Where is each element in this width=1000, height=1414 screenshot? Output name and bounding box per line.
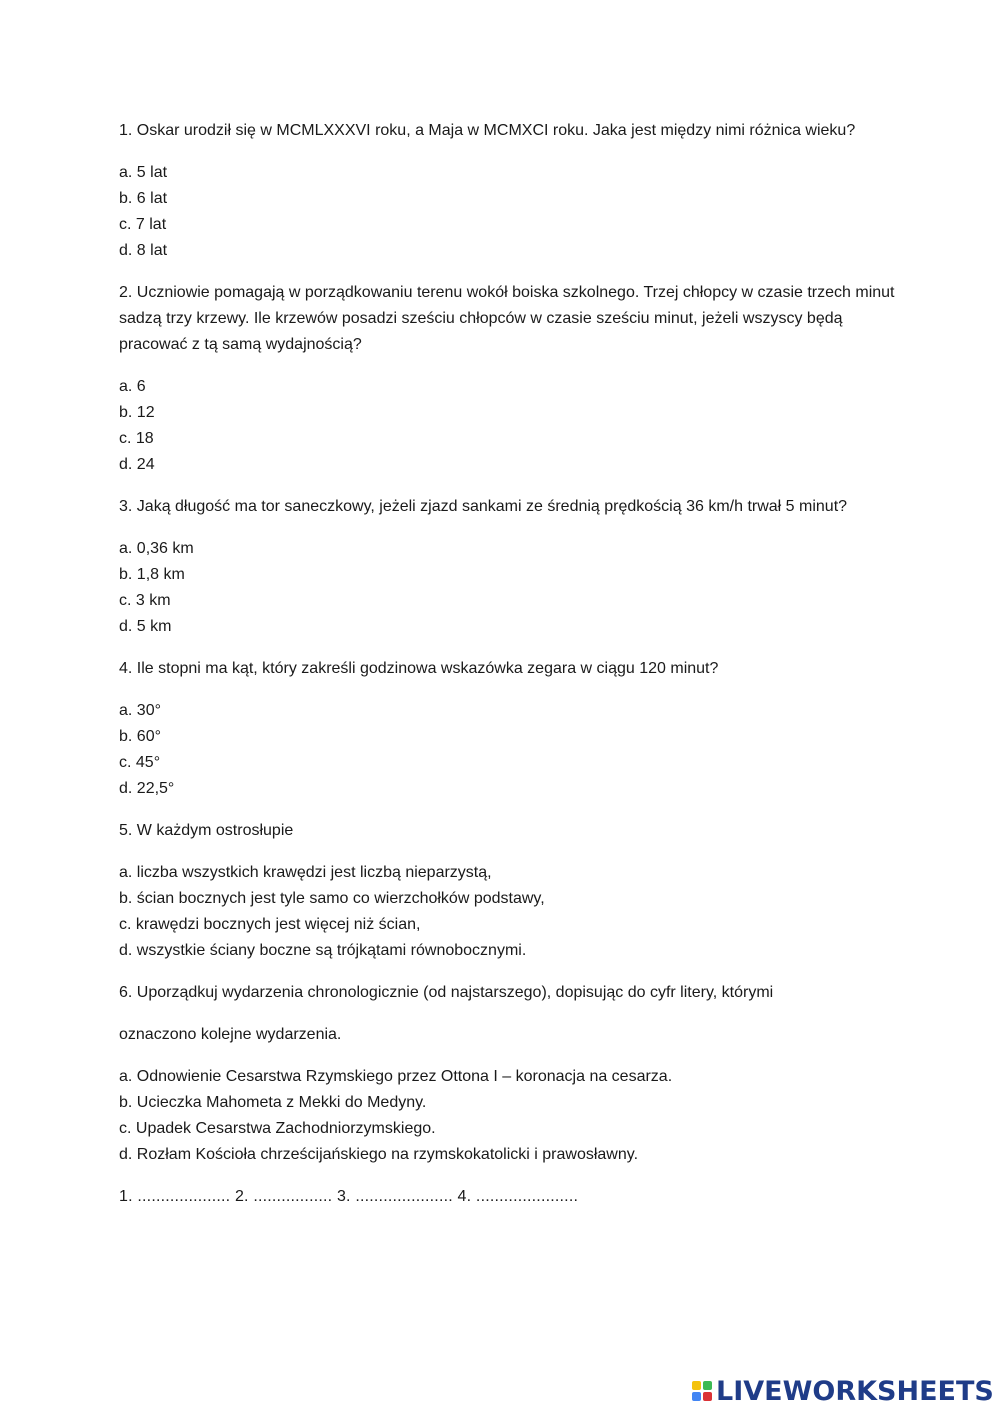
question-1-options [119,160,909,264]
question-2-options [119,374,909,478]
question-5: 5. W każdym ostrosłupie [119,822,294,839]
option-5a: a. liczba wszystkich krawędzi jest liczbą nieparzystą, [119,864,492,881]
question-6-options [119,1064,909,1168]
option-4b: b. 60° [119,728,161,745]
option-3a: a. 0,36 km [119,540,194,557]
option-6a: a. Odnowienie Cesarstwa Rzymskiego przez Ottona I – koronacja na cesarza. [119,1068,673,1085]
worksheet-content [119,118,909,1210]
liveworksheets-logo [692,1376,994,1406]
option-4c: c. 45° [119,754,161,771]
logo-square-blue [692,1392,701,1401]
option-4a: a. 30° [119,702,161,719]
logo-square-red [703,1392,712,1401]
option-5d: d. wszystkie ściany boczne są trójkątami równobocznymi. [119,942,527,959]
option-4d: d. 22,5° [119,780,175,797]
option-1b: b. 6 lat [119,190,168,207]
logo-square-yellow [692,1381,701,1390]
option-2c: c. 18 [119,430,154,447]
option-5b: b. ścian bocznych jest tyle samo co wierzchołków podstawy, [119,890,545,907]
option-3b: b. 1,8 km [119,566,185,583]
option-3c: c. 3 km [119,592,171,609]
question-5-options [119,860,909,964]
question-6-continued: oznaczono kolejne wydarzenia. [119,1026,342,1043]
question-3-options [119,536,909,640]
option-2b: b. 12 [119,404,155,421]
question-4-options [119,698,909,802]
option-1a: a. 5 lat [119,164,168,181]
question-6: 6. Uporządkuj wydarzenia chronologicznie (od najstarszego), dopisując do cyfr litery, którymi [119,984,774,1001]
question-3: 3. Jaką długość ma tor saneczkowy, jeżeli zjazd sankami ze średnią prędkością 36 km/h trwał 5 minut? [119,498,848,515]
option-1c: c. 7 lat [119,216,167,233]
question-2: 2. Uczniowie pomagają w porządkowaniu terenu wokół boiska szkolnego. Trzej chłopcy w czasie trzech minut sadzą trzy krzewy. Ile krzewów posadzi sześciu chłopców w czasie sześciu minut, jeżeli wszyscy będą pracować z tą samą wydajnością? [119,284,895,353]
option-2d: d. 24 [119,456,155,473]
logo-square-green [703,1381,712,1390]
logo-text: LIVEWORKSHEETS [716,1375,994,1407]
option-6d: d. Rozłam Kościoła chrześcijańskiego na rzymskokatolicki i prawosławny. [119,1146,639,1163]
option-3d: d. 5 km [119,618,172,635]
option-5c: c. krawędzi bocznych jest więcej niż ścian, [119,916,421,933]
question-1: 1. Oskar urodził się w MCMLXXXVI roku, a Maja w MCMXCI roku. Jaka jest między nimi różnica wieku? [119,122,856,139]
option-6c: c. Upadek Cesarstwa Zachodniorzymskiego. [119,1120,436,1137]
option-6b: b. Ucieczka Mahometa z Mekki do Medyny. [119,1094,427,1111]
question-4: 4. Ile stopni ma kąt, który zakreśli godzinowa wskazówka zegara w ciągu 120 minut? [119,660,719,677]
answer-blanks[interactable]: 1. .................... 2. ................. 3. ..................... 4. ...................... [119,1188,579,1205]
logo-mark-icon [692,1381,712,1401]
option-1d: d. 8 lat [119,242,168,259]
option-2a: a. 6 [119,378,146,395]
